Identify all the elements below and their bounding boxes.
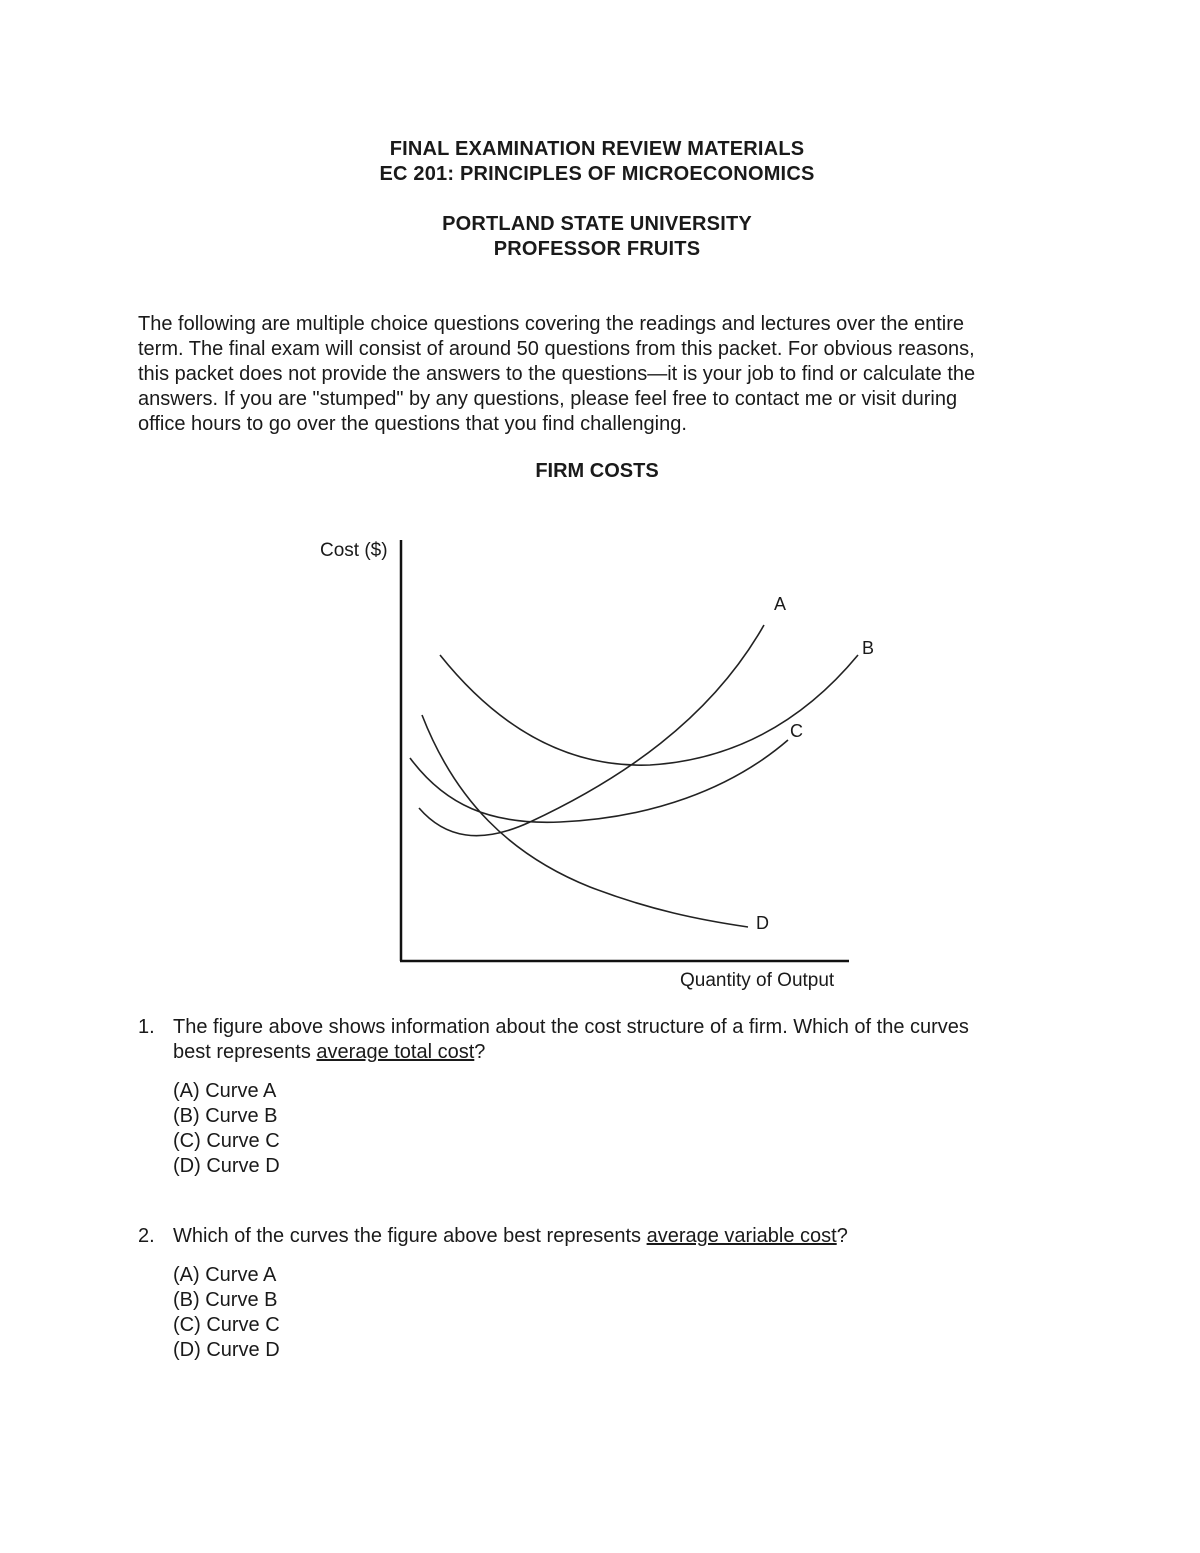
x-axis-label: Quantity of Output: [680, 970, 835, 991]
question-number: 1.: [138, 1016, 155, 1038]
intro-line: term. The final exam will consist of around 50 questions from this packet. For obvious reasons,: [138, 338, 975, 360]
doc-title-line1: FINAL EXAMINATION REVIEW MATERIALS: [389, 138, 805, 160]
curve-d-label: D: [756, 913, 769, 933]
question-2: [138, 1224, 1058, 1363]
intro-line: answers. If you are "stumped" by any questions, please feel free to contact me or visit during: [138, 388, 958, 410]
question-text-line: The figure above shows information about the cost structure of a firm. Which of the curves: [173, 1016, 969, 1038]
question-text: [173, 1224, 1058, 1249]
answer-options: [173, 1079, 1058, 1179]
answer-option[interactable]: (D) Curve D: [173, 1155, 280, 1177]
answer-option[interactable]: (B) Curve B: [173, 1105, 278, 1127]
y-axis-label: Cost ($): [320, 540, 388, 561]
answer-option[interactable]: (A) Curve A: [173, 1080, 277, 1102]
curve-c: [410, 740, 788, 822]
answer-option[interactable]: (D) Curve D: [173, 1339, 280, 1361]
section-title: FIRM COSTS: [535, 460, 659, 482]
question-1: [138, 1015, 1058, 1179]
curve-c-label: C: [790, 721, 803, 741]
question-text: [173, 1015, 1058, 1065]
question-text-fragment: Which of the curves the figure above best represents: [173, 1225, 647, 1247]
question-number: 2.: [138, 1225, 155, 1247]
curve-b-label: B: [862, 638, 875, 658]
underlined-term: average variable cost: [646, 1225, 837, 1247]
answer-option[interactable]: (C) Curve C: [173, 1130, 280, 1152]
question-text-fragment: best represents: [173, 1041, 317, 1063]
intro-line: The following are multiple choice questions covering the readings and lectures over the entire: [138, 313, 965, 335]
intro-line: office hours to go over the questions that you find challenging.: [138, 413, 687, 435]
question-text-fragment: ?: [474, 1041, 486, 1063]
intro-line: this packet does not provide the answers to the questions—it is your job to find or calculate the: [138, 363, 976, 385]
curve-a-label: A: [774, 594, 787, 614]
doc-title-line2: EC 201: PRINCIPLES OF MICROECONOMICS: [379, 163, 815, 185]
question-text-line: [173, 1224, 1058, 1249]
question-text-line: [173, 1040, 1058, 1065]
curve-a: [419, 625, 764, 836]
answer-option[interactable]: (C) Curve C: [173, 1314, 280, 1336]
doc-professor: PROFESSOR FRUITS: [493, 238, 701, 260]
doc-institution: PORTLAND STATE UNIVERSITY: [442, 213, 752, 235]
answer-options: [173, 1263, 1058, 1363]
answer-option[interactable]: (A) Curve A: [173, 1264, 277, 1286]
question-text-fragment: ?: [836, 1225, 848, 1247]
curve-b: [440, 655, 858, 765]
answer-option[interactable]: (B) Curve B: [173, 1289, 278, 1311]
underlined-term: average total cost: [316, 1041, 475, 1063]
